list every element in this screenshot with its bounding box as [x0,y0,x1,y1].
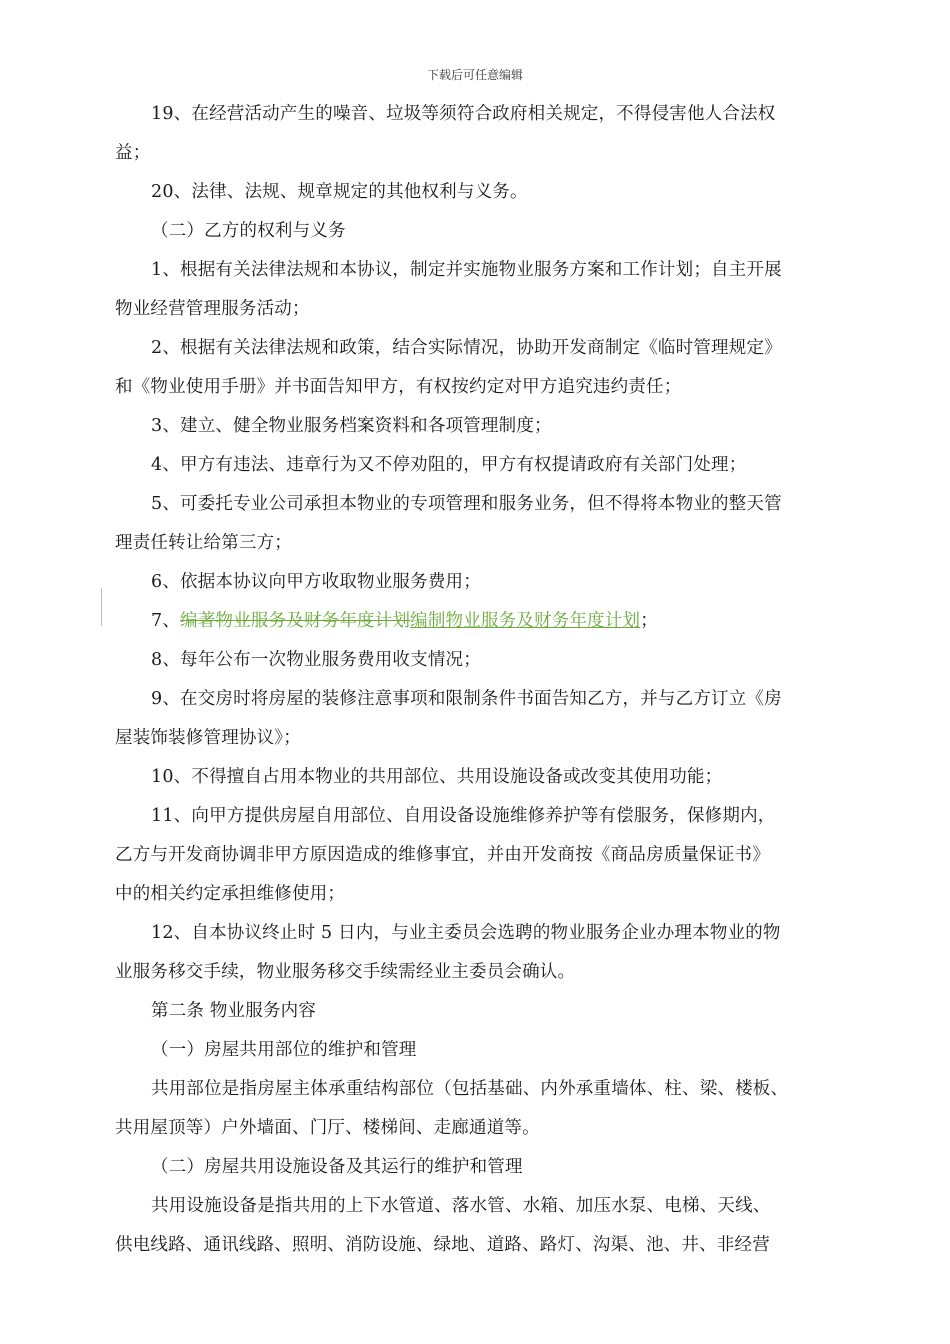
tracked-change-line [151,609,851,633]
paragraph-line: 12、自本协议终止时 5 日内，与业主委员会选聘的物业服务企业办理本物业的物 [151,923,781,943]
item-number: 7、 [151,611,181,631]
paragraph-line: 共用设施设备是指共用的上下水管道、落水管、水箱、加压水泵、电梯、天线、 [151,1196,771,1216]
paragraph-line: 5、可委托专业公司承担本物业的专项管理和服务业务，但不得将本物业的整天管 [151,494,782,514]
paragraph-line: 10、不得擅自占用本物业的共用部位、共用设施设备或改变其使用功能； [151,767,723,787]
article-heading: 第二条 物业服务内容 [151,1001,317,1021]
section-heading: （二）乙方的权利与义务 [151,221,346,241]
paragraph-line: 屋装饰装修管理协议》； [115,728,301,748]
paragraph-line: 8、每年公布一次物业服务费用收支情况； [151,650,481,670]
paragraph-line: 物业经营管理服务活动； [115,299,310,319]
paragraph-line: 共用部位是指房屋主体承重结构部位（包括基础、内外承重墙体、柱、梁、楼板、 [151,1079,789,1099]
paragraph-line: 4、甲方有违法、违章行为又不停劝阻的，甲方有权提请政府有关部门处理； [151,455,747,475]
revision-change-bar [101,588,102,626]
paragraph-line: 1、根据有关法律法规和本协议，制定并实施物业服务方案和工作计划；自主开展 [151,260,782,280]
paragraph-line: 中的相关约定承担维修使用； [115,884,346,904]
section-heading: （一）房屋共用部位的维护和管理 [151,1040,417,1060]
deleted-text[interactable]: 编著物业服务及财务年度计划 [180,611,411,631]
paragraph-line: 益； [115,143,151,163]
paragraph-line: 11、向甲方提供房屋自用部位、自用设备设施维修养护等有偿服务，保修期内， [151,806,776,826]
paragraph-line: 20、法律、法规、规章规定的其他权利与义务。 [151,182,528,202]
paragraph-line: 理责任转让给第三方； [115,533,292,553]
paragraph-line: 6、依据本协议向甲方收取物业服务费用； [151,572,481,592]
paragraph-line: 3、建立、健全物业服务档案资料和各项管理制度； [151,416,552,436]
page-header: 下载后可任意编辑 [426,68,523,82]
section-heading: （二）房屋共用设施设备及其运行的维护和管理 [151,1157,523,1177]
paragraph-line: 2、根据有关法律法规和政策，结合实际情况，协助开发商制定《临时管理规定》 [151,338,782,358]
paragraph-line: 业服务移交手续，物业服务移交手续需经业主委员会确认。 [115,962,576,982]
inserted-text[interactable]: 编制物业服务及财务年度计划 [410,611,641,631]
paragraph-line: 共用屋顶等）户外墙面、门厅、楼梯间、走廊通道等。 [115,1118,540,1138]
paragraph-line: 供电线路、通讯线路、照明、消防设施、绿地、道路、路灯、沟渠、池、井、非经营 [115,1235,770,1255]
paragraph-line: 乙方与开发商协调非甲方原因造成的维修事宜，并由开发商按《商品房质量保证书》 [115,845,770,865]
paragraph-line: 9、在交房时将房屋的装修注意事项和限制条件书面告知乙方，并与乙方订立《房 [151,689,782,709]
paragraph-line: 19、在经营活动产生的噪音、垃圾等须符合政府相关规定，不得侵害他人合法权 [151,104,776,124]
line-end: ； [640,611,658,631]
paragraph-line: 和《物业使用手册》并书面告知甲方，有权按约定对甲方追究违约责任； [115,377,682,397]
